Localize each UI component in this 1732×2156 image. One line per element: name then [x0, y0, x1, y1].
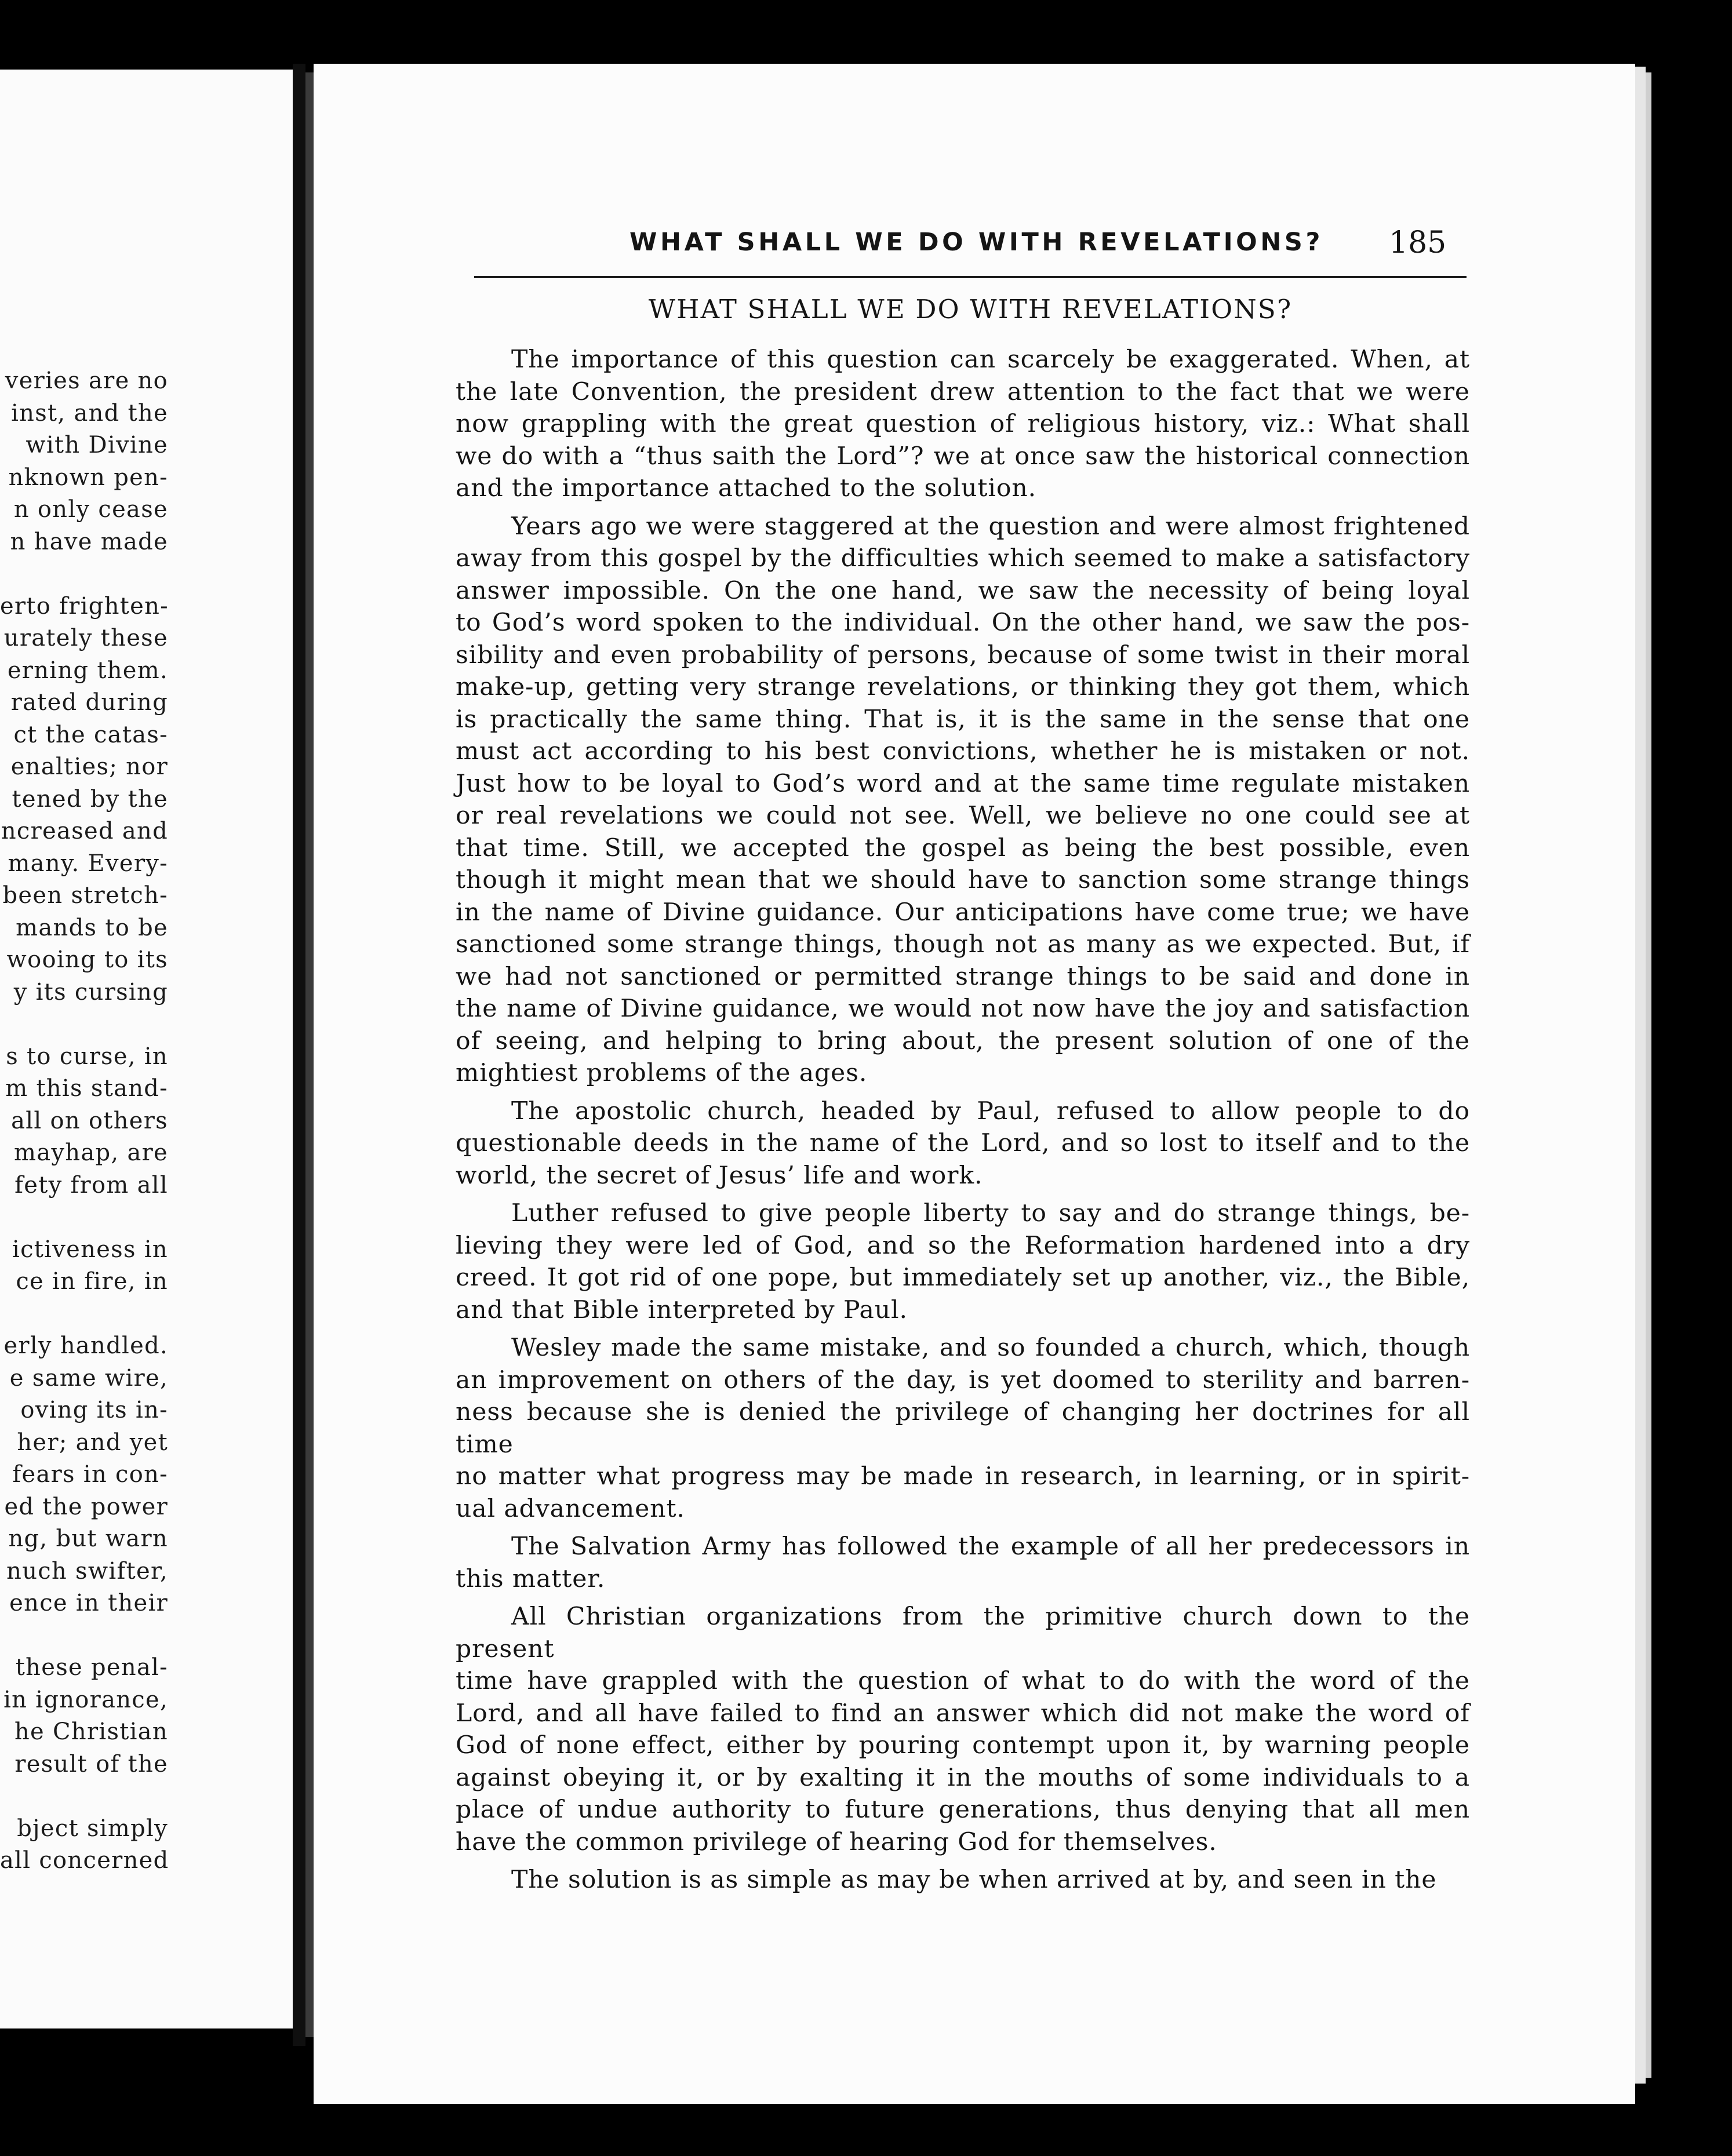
- text-line: All Christian organizations from the primitive church down to the present: [456, 1603, 1470, 1663]
- text-line: questionable deeds in the name of the Lord, and so lost to itself and to the: [456, 1129, 1470, 1157]
- left-page-line: nknown pen-: [8, 464, 168, 491]
- text-line: we do with a “thus saith the Lord”? we at once saw the historical connection: [456, 442, 1470, 471]
- left-page-line: with Divine: [26, 432, 168, 458]
- left-page-gap: [0, 1201, 168, 1234]
- left-page-line: in ignorance,: [3, 1686, 168, 1713]
- text-line: The apostolic church, headed by Paul, refused to allow people to do: [511, 1097, 1470, 1126]
- left-page-line: urately these: [3, 625, 168, 651]
- left-page-line: ictiveness in: [12, 1236, 168, 1263]
- left-page-line: been stretch-: [2, 882, 168, 909]
- paragraph: [456, 1531, 1470, 1595]
- paragraph: [456, 1601, 1470, 1858]
- left-page-line: tened by the: [12, 785, 168, 813]
- left-page-line: these penal-: [15, 1654, 168, 1681]
- text-line: Years ago we were staggered at the question and were almost frightened: [511, 512, 1470, 541]
- left-page-line: mayhap, are: [14, 1139, 168, 1166]
- book-gutter: [293, 64, 305, 2046]
- text-line: lieving they were led of God, and so the Reformation hardened into a dry: [456, 1231, 1470, 1260]
- text-line: to God’s word spoken to the individual. On the other hand, we saw the pos-: [456, 609, 1470, 637]
- text-line: away from this gospel by the difficulties which seemed to make a satisfactory: [456, 544, 1470, 573]
- left-page-line: ct the catas-: [13, 721, 168, 748]
- text-line: Just how to be loyal to God’s word and at the same time regulate mistaken: [456, 769, 1470, 798]
- left-page-line: m this stand-: [5, 1075, 168, 1102]
- page-edge-shadow: [1646, 72, 1651, 2078]
- left-page-line: ence in their: [9, 1590, 168, 1616]
- text-line: and the importance attached to the solution.: [456, 474, 1037, 502]
- paragraph: [456, 1864, 1470, 1896]
- left-page-line: fears in con-: [12, 1461, 168, 1488]
- text-line: mightiest problems of the ages.: [456, 1059, 868, 1087]
- text-line: or real revelations we could not see. Well, we believe no one could see at: [456, 802, 1470, 830]
- left-page-line: oving its in-: [20, 1397, 168, 1423]
- left-page-line: inst, and the: [11, 399, 168, 427]
- running-head: WHAT SHALL WE DO WITH REVELATIONS?: [630, 228, 1324, 257]
- article-body: [456, 344, 1470, 1902]
- left-page-gap: [0, 1620, 168, 1652]
- text-line: against obeying it, or by exalting it in the mouths of some individuals to a: [456, 1763, 1470, 1792]
- text-line: we had not sanctioned or permitted strange things to be said and done in: [456, 962, 1470, 991]
- page-edge: [1635, 67, 1646, 2084]
- left-page-line: ng, but warn: [8, 1525, 168, 1552]
- left-page-gap: [0, 1008, 168, 1041]
- left-page-line: many. Every-: [8, 850, 168, 877]
- text-line: must act according to his best convictions, whether he is mistaken or not.: [456, 737, 1470, 766]
- left-page-line: wooing to its: [6, 946, 168, 973]
- left-page-line: ncreased and: [1, 818, 168, 844]
- left-page-gap: [0, 1780, 168, 1813]
- paragraph: [456, 511, 1470, 1090]
- text-line: in the name of Divine guidance. Our anticipations have come true; we have: [456, 898, 1470, 927]
- paragraph: [456, 1095, 1470, 1192]
- left-page-line: all concerned: [0, 1847, 169, 1874]
- text-line: is practically the same thing. That is, it is the same in the sense that one: [456, 705, 1470, 734]
- text-line: have the common privilege of hearing God for themselves.: [456, 1827, 1217, 1856]
- article-title: WHAT SHALL WE DO WITH REVELATIONS?: [648, 294, 1293, 325]
- text-line: time have grappled with the question of what to do with the word of the: [456, 1667, 1470, 1695]
- text-line: The Salvation Army has followed the example of all her predecessors in: [511, 1532, 1470, 1561]
- text-line: the late Convention, the president drew attention to the fact that we were: [456, 377, 1470, 406]
- paragraph: [456, 1197, 1470, 1326]
- text-line: ual advancement.: [456, 1494, 685, 1523]
- text-line: that time. Still, we accepted the gospel as being the best possible, even: [456, 833, 1470, 862]
- left-page-line: bject simply: [17, 1815, 168, 1842]
- text-line: The solution is as simple as may be when arrived at by, and seen in the: [511, 1866, 1437, 1894]
- text-line: Luther refused to give people liberty to say and do strange things, be-: [511, 1199, 1470, 1228]
- left-page-line: all on others: [11, 1107, 168, 1134]
- text-line: an improvement on others of the day, is yet doomed to sterility and barren-: [456, 1365, 1470, 1394]
- left-page-gap: [0, 558, 168, 591]
- left-page-line: s to curse, in: [6, 1043, 168, 1070]
- left-page-line: veries are no: [5, 367, 168, 394]
- left-page-line: fety from all: [14, 1171, 168, 1199]
- left-page-line: erning them.: [7, 657, 168, 684]
- left-page-line: her; and yet: [17, 1429, 168, 1456]
- left-page-line: n only cease: [13, 496, 168, 523]
- left-page-line: rated during: [10, 689, 168, 716]
- left-page-line: e same wire,: [9, 1364, 168, 1392]
- text-line: the name of Divine guidance, we would not now have the joy and satisfaction: [456, 995, 1470, 1023]
- text-line: of seeing, and helping to bring about, the present solution of one of the: [456, 1026, 1470, 1055]
- text-line: Lord, and all have failed to find an answer which did not make the word of: [456, 1699, 1470, 1728]
- text-line: make-up, getting very strange revelations, or thinking they got them, which: [456, 673, 1470, 701]
- paragraph: [456, 344, 1470, 505]
- text-line: now grappling with the great question of religious history, viz.: What shall: [456, 410, 1470, 438]
- text-line: answer impossible. On the one hand, we saw the necessity of being loyal: [456, 576, 1470, 605]
- left-page-line: enalties; nor: [10, 753, 168, 780]
- text-line: sanctioned some strange things, though not as many as we expected. But, if: [456, 930, 1470, 959]
- book-gutter-shadow: [305, 72, 314, 2037]
- text-line: Wesley made the same mistake, and so founded a church, which, though: [511, 1334, 1470, 1362]
- left-page-line: mands to be: [16, 914, 168, 941]
- left-page-line: nuch swifter,: [6, 1557, 168, 1585]
- left-page-line: ed the power: [4, 1493, 168, 1520]
- text-line: The importance of this question can scarcely be exaggerated. When, at: [511, 345, 1470, 374]
- left-page-line: erto frighten-: [0, 592, 169, 620]
- left-page-line: ce in fire, in: [16, 1268, 168, 1295]
- left-page-line: result of the: [14, 1750, 168, 1778]
- text-line: creed. It got rid of one pope, but immediately set up another, viz., the Bible,: [456, 1263, 1470, 1292]
- left-page-line: erly handled.: [3, 1332, 168, 1359]
- left-page-line: he Christian: [14, 1718, 168, 1745]
- left-page-line: n have made: [10, 528, 168, 555]
- left-facing-page: [0, 70, 293, 2028]
- header-rule: [474, 276, 1467, 278]
- text-line: sibility and even probability of persons, because of some twist in their moral: [456, 640, 1470, 669]
- text-line: and that Bible interpreted by Paul.: [456, 1295, 908, 1324]
- text-line: no matter what progress may be made in research, in learning, or in spirit-: [456, 1462, 1470, 1491]
- text-line: though it might mean that we should have to sanction some strange things: [456, 866, 1470, 894]
- text-line: this matter.: [456, 1564, 606, 1593]
- text-line: ness because she is denied the privilege of changing her doctrines for all time: [456, 1398, 1470, 1459]
- left-page-line: y its cursing: [13, 978, 168, 1006]
- text-line: world, the secret of Jesus’ life and work.: [456, 1161, 983, 1190]
- left-page-text: [0, 365, 168, 1877]
- text-line: God of none effect, either by pouring contempt upon it, by warning people: [456, 1731, 1470, 1760]
- paragraph: [456, 1332, 1470, 1525]
- text-line: place of undue authority to future generations, thus denying that all men: [456, 1796, 1470, 1824]
- left-page-gap: [0, 1298, 168, 1331]
- page-number: 185: [1389, 225, 1447, 260]
